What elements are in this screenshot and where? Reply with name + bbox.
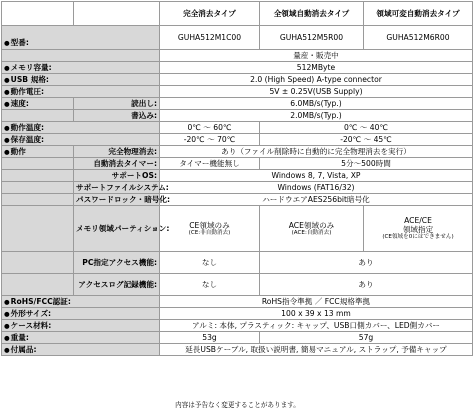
label-accessories: ● 付属品: (2, 344, 160, 356)
label-usb: ● USB 規格: (2, 74, 160, 86)
column-header-variable-auto-erase: 領域可変自動消去タイプ (364, 2, 473, 26)
column-header-full-auto-erase: 全領域自動消去タイプ (260, 2, 364, 26)
label-store-temp: ● 保存温度: (2, 134, 160, 146)
table-row-status (2, 50, 473, 62)
fs-value: Windows (FAT16/32) (160, 182, 473, 194)
table-row-password (2, 194, 473, 206)
table-row-fs (2, 182, 473, 194)
table-row-voltage (2, 86, 473, 98)
model-3: GUHA512M6R00 (364, 26, 473, 50)
op-temp-type23: 0℃ ～ 40℃ (260, 122, 473, 134)
label-pc-access: PC指定アクセス機能: (74, 252, 160, 274)
usb-value: 2.0 (High Speed) A-type connector (160, 74, 473, 86)
status-value: 量産・販売中 (160, 50, 473, 62)
rohs-value: RoHS指令準拠 ／ FCC規格準拠 (160, 296, 473, 308)
table-row-partition (2, 206, 473, 252)
footnote: 内容は予告なく変更することがあります。 (175, 401, 300, 409)
spec-table (1, 1, 473, 356)
table-row-usb (2, 74, 473, 86)
os-value: Windows 8, 7, Vista, XP (160, 170, 473, 182)
table-row-rohs (2, 296, 473, 308)
table-row-size (2, 308, 473, 320)
label-material: ● ケース材料: (2, 320, 160, 332)
timer-type1: タイマー機能無し (160, 158, 260, 170)
table-row-access-log (2, 274, 473, 296)
partition-type1-main: CE領域のみ (189, 220, 230, 230)
table-row-memory (2, 62, 473, 74)
label-fs: サポートファイルシステム: (74, 182, 160, 194)
label-rohs: ● RoHS/FCC認証: (2, 296, 160, 308)
label-erase: 完全物理消去: (74, 146, 160, 158)
table-row-model (2, 26, 473, 50)
accessories-value: 延長USBケーブル, 取扱い説明書, 簡易マニュアル, ストラップ, 予備キャップ (160, 344, 473, 356)
table-row-store-temp (2, 134, 473, 146)
speed-write-value: 2.0MB/s(Typ.) (160, 110, 473, 122)
store-temp-type1: -20℃ ～ 70℃ (160, 134, 260, 146)
label-password: パスワードロック・暗号化: (74, 194, 160, 206)
label-partition: メモリ領域パーティション: (74, 206, 160, 252)
partition-type1 (160, 206, 260, 252)
access-log-type23: あり (260, 274, 473, 296)
table-row-erase (2, 146, 473, 158)
partition-type3 (364, 206, 473, 252)
weight-type23: 57g (260, 332, 473, 344)
column-header-complete-erase: 完全消去タイプ (160, 2, 260, 26)
speed-read-value: 6.0MB/s(Typ.) (160, 98, 473, 110)
label-speed-write: 書込み: (74, 110, 160, 122)
model-2: GUHA512M5R00 (260, 26, 364, 50)
pc-access-type23: あり (260, 252, 473, 274)
pc-access-type1: なし (160, 252, 260, 274)
label-timer: 自動消去タイマー: (74, 158, 160, 170)
table-row-speed-write (2, 110, 473, 122)
size-value: 100 x 39 x 13 mm (160, 308, 473, 320)
material-value: アルミ: 本体, プラスティック: キャップ、USB口側カバー、LED側カバー (160, 320, 473, 332)
access-log-type1: なし (160, 274, 260, 296)
table-row-os (2, 170, 473, 182)
timer-type23: 5分～500時間 (260, 158, 473, 170)
label-access-log: アクセスログ記録機能: (74, 274, 160, 296)
label-os: サポートOS: (74, 170, 160, 182)
store-temp-type23: -20℃ ～ 45℃ (260, 134, 473, 146)
label-weight: ● 重量: (2, 332, 160, 344)
weight-type1: 53g (160, 332, 260, 344)
table-row-accessories (2, 344, 473, 356)
memory-value: 512MByte (160, 62, 473, 74)
table-row-op-temp (2, 122, 473, 134)
erase-value: あり（ファイル削除時に自動的に完全物理消去を実行） (160, 146, 473, 158)
partition-type3-main-1: ACE/CE (404, 216, 432, 225)
partition-type2 (260, 206, 364, 252)
table-row-pc-access (2, 252, 473, 274)
partition-type2-sub: (ACE:自動消去) (291, 229, 332, 236)
partition-type1-sub: (CE:非自動消去) (188, 229, 231, 236)
op-temp-type1: 0℃ ～ 60℃ (160, 122, 260, 134)
table-row-weight (2, 332, 473, 344)
label-memory: ● メモリ容量: (2, 62, 160, 74)
voltage-value: 5V ± 0.25V(USB Supply) (160, 86, 473, 98)
label-speed: ● 速度: (2, 98, 74, 110)
partition-type3-main-2: 領域指定 (402, 225, 434, 234)
column-header-row (2, 2, 473, 26)
label-op-temp: ● 動作温度: (2, 122, 160, 134)
table-row-timer (2, 158, 473, 170)
table-row-material (2, 320, 473, 332)
label-speed-read: 読出し: (74, 98, 160, 110)
label-function: ● 動作 (2, 146, 74, 158)
table-row-speed-read (2, 98, 473, 110)
password-value: ハードウエアAES256bit暗号化 (160, 194, 473, 206)
model-1: GUHA512M1C00 (160, 26, 260, 50)
label-voltage: ● 動作電圧: (2, 86, 160, 98)
partition-type3-sub: (CE領域を0にはできません) (382, 234, 454, 240)
label-model: ● 型番: (2, 26, 160, 50)
label-size: ● 外形サイズ: (2, 308, 160, 320)
partition-type2-main: ACE領域のみ (288, 220, 335, 230)
